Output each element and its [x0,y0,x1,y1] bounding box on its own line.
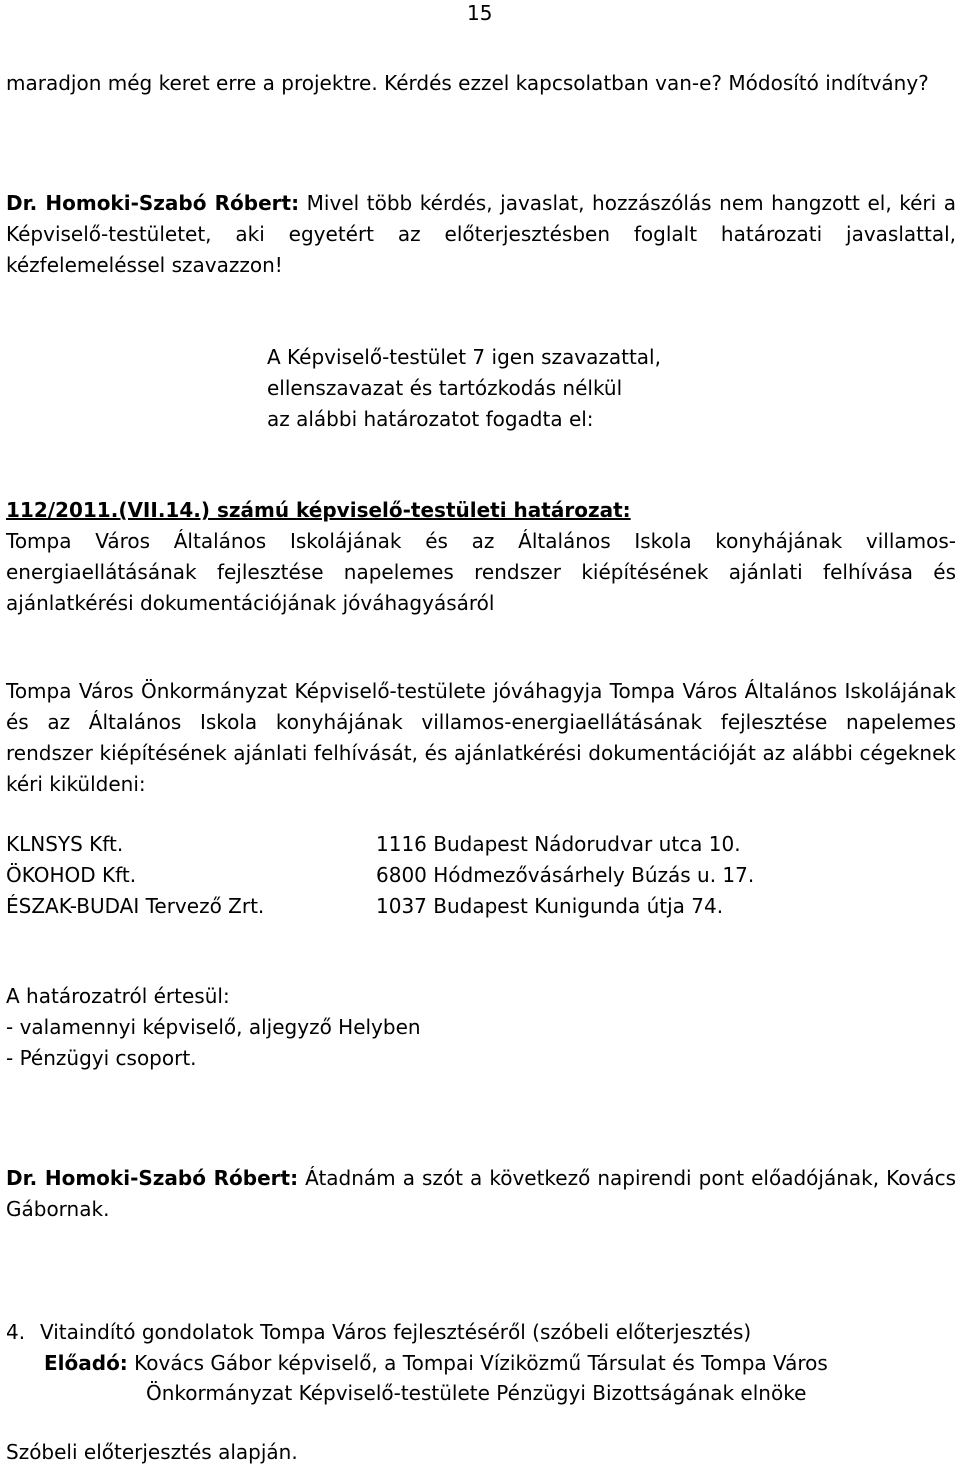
agenda-presenter-continued: Önkormányzat Képviselő-testülete Pénzügyi Bizottságának elnöke [146,1381,807,1405]
notify-heading: A határozatról értesül: [6,984,230,1008]
vote-line-2: ellenszavazat és tartózkodás nélkül [267,376,623,400]
presenter-label: Előadó: [44,1351,128,1375]
paragraph-intro: maradjon még keret erre a projektre. Kérdés ezzel kapcsolatban van-e? Módosító indítvány? [6,71,929,95]
closing-line: Szóbeli előterjesztés alapján. [6,1440,298,1464]
page-number: 15 [467,1,493,25]
speaker-name: Dr. Homoki-Szabó Róbert: [6,1166,299,1190]
company-address: 1116 Budapest Nádorudvar utca 10. [376,832,741,856]
notify-item: - valamennyi képviselő, aljegyző Helyben [6,1015,421,1039]
paragraph-speaker-vote-call [6,188,956,281]
vote-line-1: A Képviselő-testület 7 igen szavazattal, [267,345,661,369]
agenda-presenter [44,1348,944,1379]
vote-result [267,342,867,435]
speaker-text: Mivel több kérdés, javaslat, hozzászólás nem hangzott el, kéri a Képviselő-testületet, aki egyetért az előterjesztésben foglalt határozati javaslattal, kézfelemeléssel szavazzon! [6,191,957,277]
company-name: KLNSYS Kft. [6,832,124,856]
notify-section [6,981,956,1074]
paragraph-speaker-handover [6,1163,956,1225]
company-row [6,829,946,860]
company-name: ÉSZAK-BUDAI Tervező Zrt. [6,894,265,918]
company-address: 1037 Budapest Kunigunda útja 74. [376,894,724,918]
agenda-title: Vitaindító gondolatok Tompa Város fejlesztéséről (szóbeli előterjesztés) [40,1320,752,1344]
resolution-body: Tompa Város Önkormányzat Képviselő-testülete jóváhagyja Tompa Város Általános Iskolájának és az Általános Iskola konyhájának villamos-energiaellátásának fejlesztése napelemes rendszer kiépítésének ajánlati felhívását, és ajánlatkérési dokumentációját az alábbi cégeknek kéri kiküldeni: [6,679,956,796]
presenter-text: Kovács Gábor képviselő, a Tompai Víziközmű Társulat és Tompa Város [127,1351,828,1375]
speaker-text: Átadnám a szót a következő napirendi pont előadójának, Kovács Gábornak. [6,1166,956,1221]
speaker-name: Dr. Homoki-Szabó Róbert: [6,191,300,215]
vote-line-3: az alábbi határozatot fogadta el: [267,407,594,431]
company-address: 6800 Hódmezővásárhely Búzás u. 17. [376,863,755,887]
resolution-subject: Tompa Város Általános Iskolájának és az Általános Iskola konyhájának villamos-energiaellátásának fejlesztése napelemes rendszer kiépítésének ajánlati felhívása és ajánlatkérési dokumentációjának jóváhagyásáról [6,529,956,615]
agenda-item [0,1317,960,1348]
notify-item: - Pénzügyi csoport. [6,1046,197,1070]
company-row [6,891,946,922]
company-name: ÖKOHOD Kft. [6,863,137,887]
resolution-title: 112/2011.(VII.14.) számú képviselő-testületi határozat: [6,498,631,522]
company-row [6,860,946,891]
agenda-number: 4. [6,1320,26,1344]
